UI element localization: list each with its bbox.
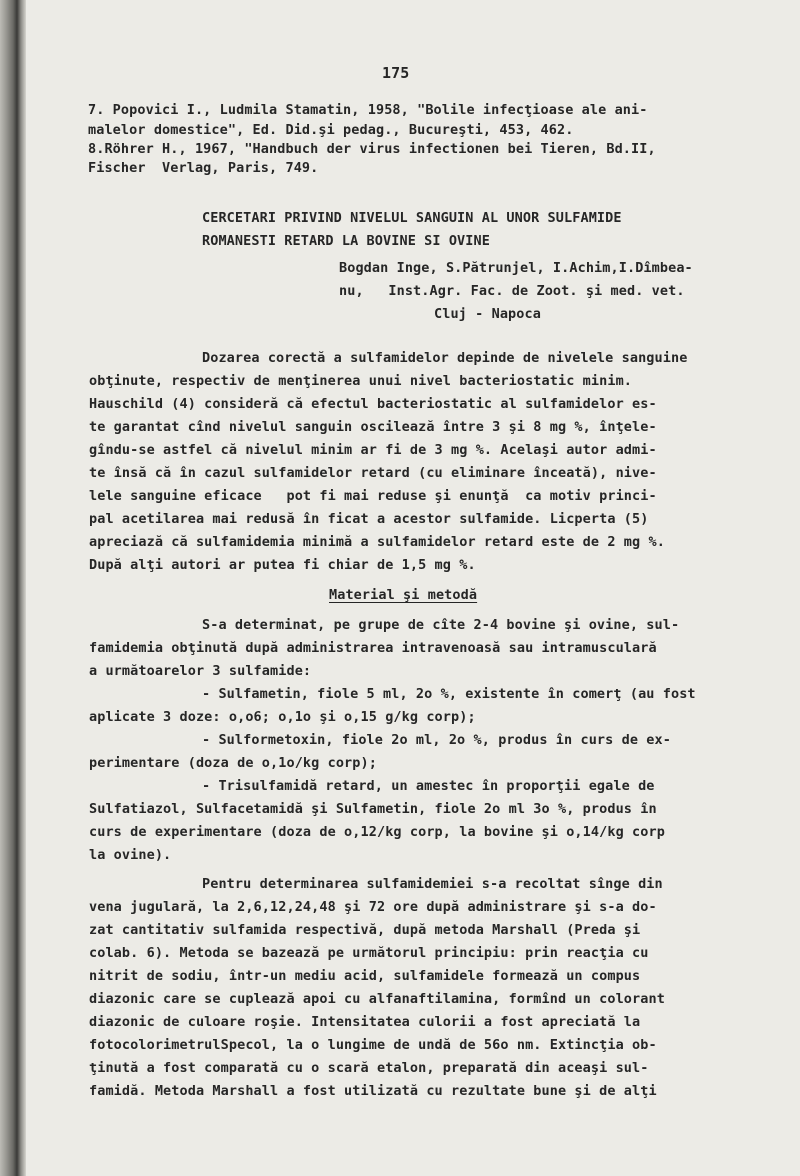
body-line: diazonic de culoare roşie. Intensitatea culorii a fost apreciată la [89,1014,641,1030]
body-line: obţinute, respectiv de menţinerea unui nivel bacteriostatic minim. [89,373,633,389]
body-line: aplicate 3 doze: o,o6; o,1o şi o,15 g/kg corp); [89,709,476,725]
body-line: diazonic care se cuplează apoi cu alfanaftilamina, formînd un colorant [89,991,665,1007]
body-line: Dozarea corectă a sulfamidelor depinde de nivelele sanguine [202,350,688,366]
body-line: zat cantitativ sulfamida respectivă, după metoda Marshall (Preda şi [89,922,641,938]
body-line: apreciază că sulfamidemia minimă a sulfamidelor retard este de 2 mg %. [89,534,665,550]
body-line: Sulfatiazol, Sulfacetamidă şi Sulfametin, fiole 2o ml 3o %, produs în [89,801,657,817]
body-line: pal acetilarea mai redusă în ficat a acestor sulfamide. Licperta (5) [89,511,649,527]
body-line: te însă că în cazul sulfamidelor retard (cu eliminare înceată), nive- [89,465,657,481]
title-line: ROMANESTI RETARD LA BOVINE SI OVINE [202,233,490,249]
reference-line: Fischer Verlag, Paris, 749. [88,160,319,176]
body-line: te garantat cînd nivelul sanguin oscilează între 3 şi 8 mg %, înţele- [89,419,657,435]
body-line: famidă. Metoda Marshall a fost utilizată cu rezultate bune şi de alţi [89,1083,657,1099]
body-line: lele sanguine eficace pot fi mai reduse şi enunţă ca motiv princi- [89,488,657,504]
section-heading: Material şi metodă [329,587,478,603]
body-line: famidemia obţinută după administrarea intravenoasă sau intramusculară [89,640,657,656]
body-line: vena jugulară, la 2,6,12,24,48 şi 72 ore după administrare şi s-a do- [89,899,657,915]
list-item-line: - Trisulfamidă retard, un amestec în proporţii egale de [202,778,655,794]
reference-line: malelor domestice", Ed. Did.şi pedag., Bucureşti, 453, 462. [88,122,574,138]
body-line: gîndu-se astfel că nivelul minim ar fi de 3 mg %. Acelaşi autor admi- [89,442,657,458]
body-line: la ovine). [89,847,172,863]
list-item-line: - Sulfametin, fiole 5 ml, 2o %, existente în comerţ (au fost [202,686,696,702]
list-item-line: - Sulformetoxin, fiole 2o ml, 2o %, produs în curs de ex- [202,732,671,748]
body-line: perimentare (doza de o,1o/kg corp); [89,755,377,771]
author-line: nu, Inst.Agr. Fac. de Zoot. şi med. vet. [339,283,685,299]
body-line: nitrit de sodiu, într-un mediu acid, sulfamidele formează un compus [89,968,641,984]
author-affiliation-city: Cluj - Napoca [434,306,541,322]
reference-line: 7. Popovici I., Ludmila Stamatin, 1958, "Bolile infecţioase ale ani- [88,102,648,118]
body-line: Hauschild (4) consideră că efectul bacteriostatic al sulfamidelor es- [89,396,657,412]
body-line: După alţi autori ar putea fi chiar de 1,5 mg %. [89,557,476,573]
title-line: CERCETARI PRIVIND NIVELUL SANGUIN AL UNOR SULFAMIDE [202,210,622,226]
reference-line: 8.Röhrer H., 1967, "Handbuch der virus infectionen bei Tieren, Bd.II, [88,141,656,157]
body-line: fotocolorimetrulSpecol, la o lungime de undă de 56o nm. Extincţia ob- [89,1037,657,1053]
page-number: 175 [382,64,410,82]
body-line: a următoarelor 3 sulfamide: [89,663,312,679]
body-line: curs de experimentare (doza de o,12/kg corp, la bovine şi o,14/kg corp [89,824,665,840]
body-line: S-a determinat, pe grupe de cîte 2-4 bovine şi ovine, sul- [202,617,680,633]
body-line: ţinută a fost comparată cu o scară etalon, preparată din aceaşi sul- [89,1060,649,1076]
body-line: colab. 6). Metoda se bazează pe următorul principiu: prin reacţia cu [89,945,649,961]
author-line: Bogdan Inge, S.Pătrunjel, I.Achim,I.Dîmbea- [339,260,693,276]
body-line: Pentru determinarea sulfamidemiei s-a recoltat sînge din [202,876,663,892]
